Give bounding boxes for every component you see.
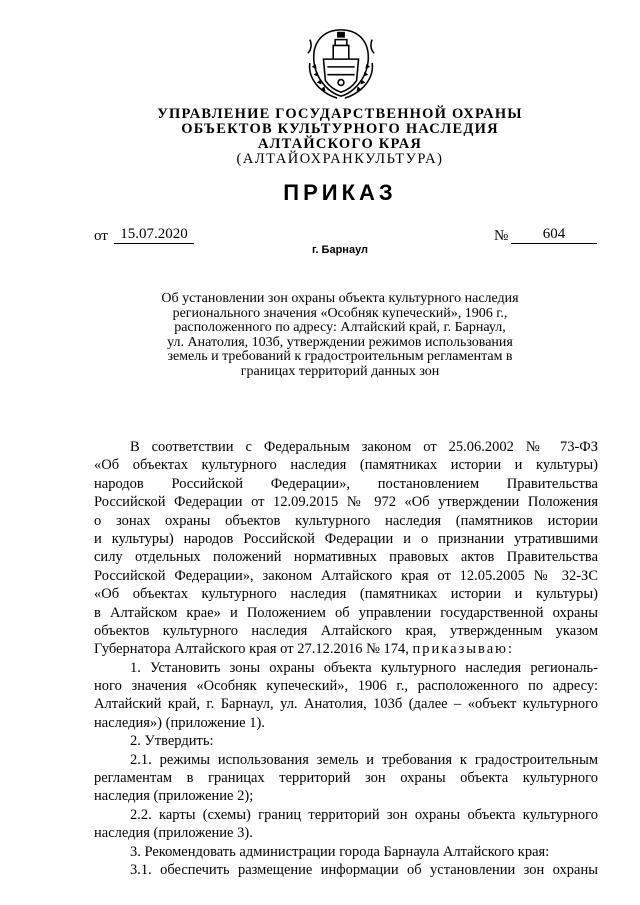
city-label: г. Барнаул	[311, 244, 369, 256]
number-prefix: №	[494, 228, 509, 244]
document-subject	[150, 292, 530, 379]
org-name-line-2: ОБЪЕКТОВ КУЛЬТУРНОГО НАСЛЕДИЯ	[181, 121, 499, 137]
org-name-line-3: АЛТАЙСКОГО КРАЯ	[257, 136, 423, 152]
clause-2-2-line: наследия (приложение 3).	[94, 825, 253, 842]
altai-krai-coat-of-arms-emblem	[302, 24, 380, 102]
body-line: «Об объектах культурного наследия (памятниках истории и культуры)	[94, 586, 598, 603]
document-date: 15.07.2020	[114, 225, 194, 244]
subject-line: расположенного по адресу: Алтайский край, г. Барнаул,	[174, 320, 506, 335]
clause-2: 2. Утвердить:	[130, 733, 214, 750]
body-line: Российской Федерации», законом Алтайского края от 12.05.2005 № 32-ЗС	[94, 567, 598, 584]
body-line: о зонах охраны объектов культурного наследия (памятников истории	[94, 512, 598, 529]
body-line	[94, 640, 598, 658]
body-line-text: Губернатора Алтайского края от 27.12.2016 № 174,	[94, 641, 409, 658]
body-line: в Алтайском крае» и Положением об управлении государственной охраны	[94, 604, 598, 621]
subject-line: ул. Анатолия, 103б, утверждении режимов использования	[167, 334, 513, 350]
clause-2-1-line: регламентам в границах территорий зон охраны объекта культурного	[94, 770, 598, 787]
clause-3-1-line: 3.1. обеспечить размещение информации об установлении зон охраны	[130, 861, 598, 878]
body-line: объектов культурного наследия Алтайского края, утвержденным указом	[94, 622, 598, 639]
org-short-name: (АЛТАЙОХРАНКУЛЬТУРА)	[236, 151, 444, 167]
org-name-line-1: УПРАВЛЕНИЕ ГОСУДАРСТВЕННОЙ ОХРАНЫ	[157, 106, 523, 122]
body-line: Российской Федерации от 12.09.2015 № 972 «Об утверждении Положения	[94, 494, 598, 511]
body-line: «Об объектах культурного наследия (памятниках истории и культуры)	[94, 457, 598, 474]
clause-2-2-line: 2.2. карты (схемы) границ территорий зон охраны объекта культурного	[130, 806, 598, 823]
clause-1-line: наследия») (приложение 1).	[94, 714, 265, 731]
subject-line: земель и требований к градостроительным регламентам в	[167, 349, 513, 364]
date-prefix: от	[94, 228, 108, 244]
document-number: 604	[511, 225, 597, 244]
order-word: приказываю:	[412, 641, 514, 658]
clause-1-line: ного значения «Особняк купеческий», 1906 г., расположенного по адресу:	[94, 678, 598, 695]
subject-line: границах территорий данных зон	[240, 363, 440, 379]
clause-2-1-line: наследия (приложение 2);	[94, 788, 254, 805]
clause-1-line: 1. Установить зоны охраны объекта культурного наследия региональ-	[130, 659, 598, 676]
clause-2-1-line: 2.1. режимы использования земель и требования к градостроительным	[130, 751, 598, 768]
clause-3: 3. Рекомендовать администрации города Барнаула Алтайского края:	[130, 843, 550, 860]
body-line: В соответствии с Федеральным законом от 25.06.2002 № 73-ФЗ	[130, 439, 598, 455]
body-line: силу отдельных положений нормативных правовых актов Правительства	[94, 549, 598, 566]
subject-line: Об установлении зон охраны объекта культурного наследия	[161, 291, 519, 306]
clause-1-line: Алтайский край, г. Барнаул, ул. Анатолия, 103б (далее – «объект культурного	[94, 696, 598, 713]
subject-line: регионального значения «Особняк купеческий», 1906 г.,	[172, 305, 508, 321]
body-line: и культуры) народов Российской Федерации и о признании утратившими	[94, 530, 598, 547]
document-body	[94, 438, 598, 879]
body-line: народов Российской Федерации», постановлением Правительства	[94, 475, 598, 492]
document-type-title: ПРИКАЗ	[283, 180, 397, 205]
